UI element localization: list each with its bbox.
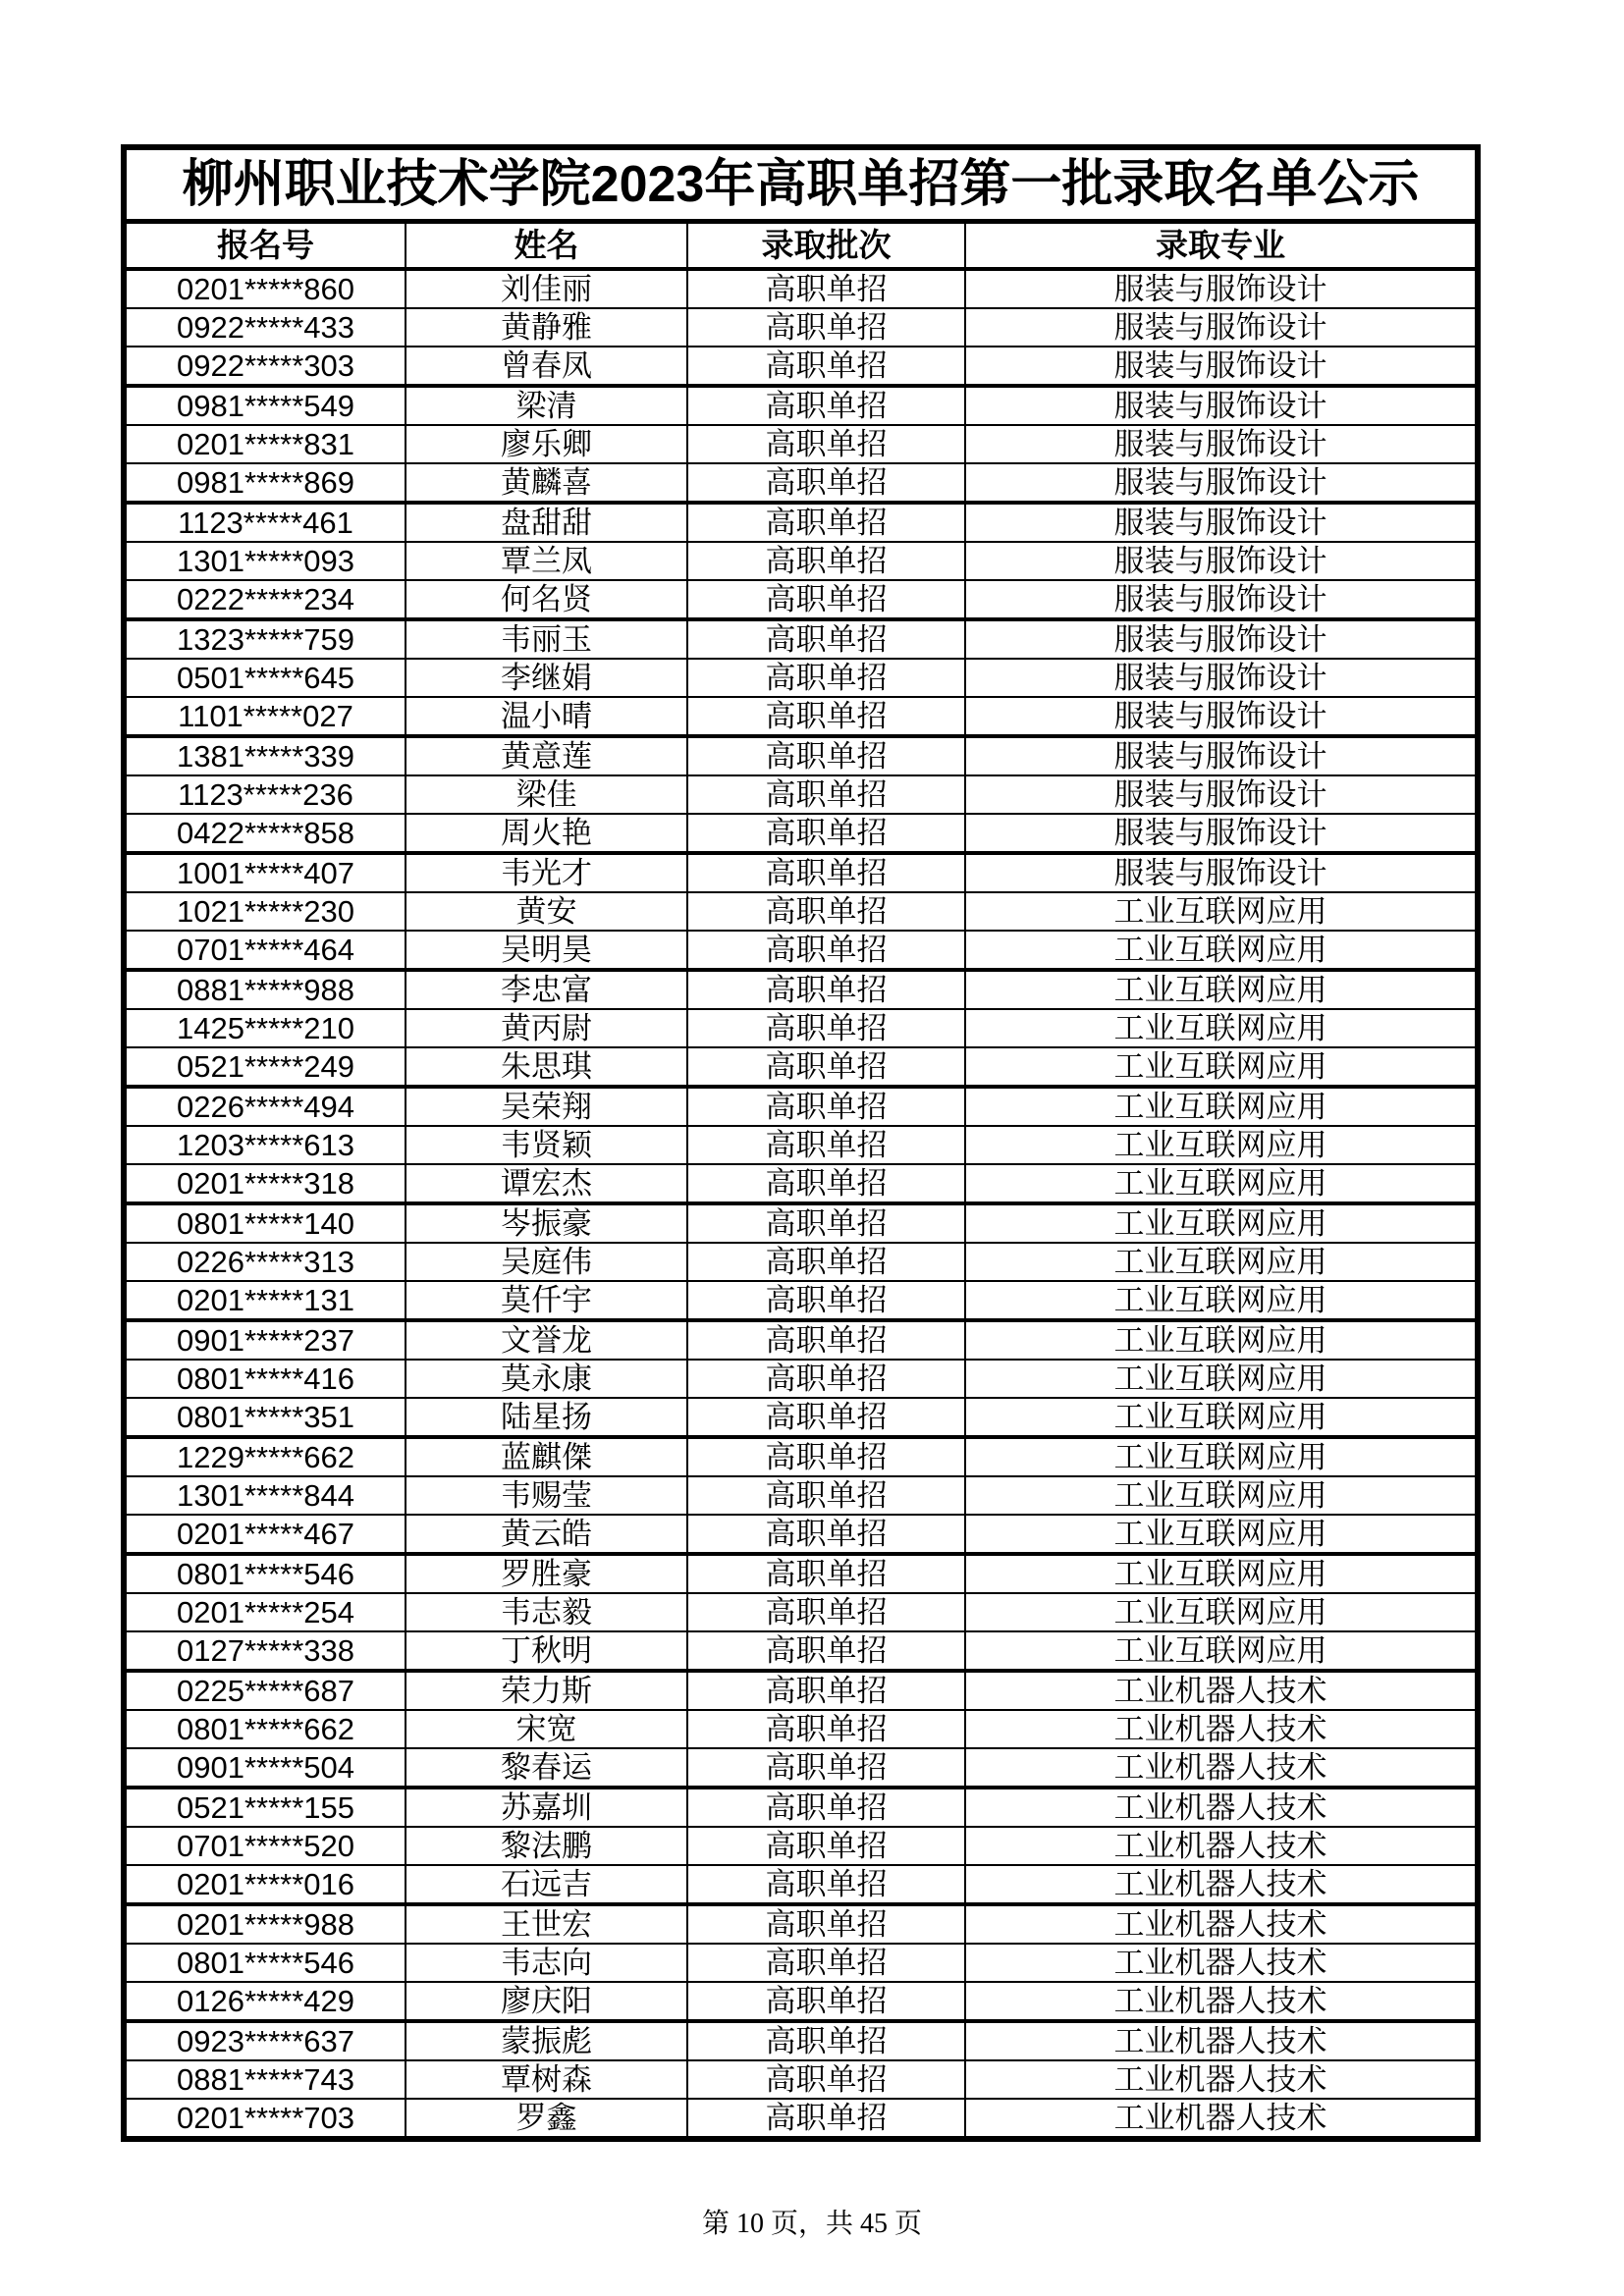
cell-major: 工业互联网应用 <box>965 1087 1478 1126</box>
cell-batch: 高职单招 <box>687 1047 965 1087</box>
cell-batch: 高职单招 <box>687 2099 965 2139</box>
table-row <box>124 853 1478 892</box>
cell-batch: 高职单招 <box>687 1631 965 1671</box>
cell-name: 曾春凤 <box>406 347 687 386</box>
cell-major: 工业机器人技术 <box>965 1710 1478 1748</box>
table-row <box>124 1554 1478 1593</box>
cell-name: 韦志毅 <box>406 1593 687 1631</box>
cell-major: 工业互联网应用 <box>965 1593 1478 1631</box>
cell-reg-no: 0801*****351 <box>124 1398 406 1437</box>
cell-batch: 高职单招 <box>687 1009 965 1047</box>
cell-major: 工业机器人技术 <box>965 1982 1478 2021</box>
cell-batch: 高职单招 <box>687 1710 965 1748</box>
cell-batch: 高职单招 <box>687 931 965 970</box>
table-row <box>124 2099 1478 2139</box>
cell-name: 谭宏杰 <box>406 1164 687 1203</box>
cell-batch: 高职单招 <box>687 542 965 580</box>
cell-major: 服装与服饰设计 <box>965 425 1478 463</box>
cell-batch: 高职单招 <box>687 853 965 892</box>
cell-name: 韦志向 <box>406 1944 687 1982</box>
cell-reg-no: 1123*****236 <box>124 775 406 814</box>
cell-major: 工业互联网应用 <box>965 892 1478 931</box>
cell-reg-no: 0701*****520 <box>124 1827 406 1865</box>
cell-major: 服装与服饰设计 <box>965 736 1478 775</box>
table-row <box>124 1788 1478 1827</box>
table-row <box>124 1671 1478 1710</box>
cell-major: 服装与服饰设计 <box>965 269 1478 308</box>
column-header-name: 姓名 <box>406 222 687 270</box>
table-row <box>124 1281 1478 1320</box>
cell-name: 刘佳丽 <box>406 269 687 308</box>
cell-reg-no: 0521*****155 <box>124 1788 406 1827</box>
table-row <box>124 1087 1478 1126</box>
cell-name: 梁清 <box>406 386 687 425</box>
cell-batch: 高职单招 <box>687 619 965 659</box>
cell-batch: 高职单招 <box>687 1904 965 1944</box>
cell-batch: 高职单招 <box>687 503 965 542</box>
cell-name: 黎法鹏 <box>406 1827 687 1865</box>
table-row <box>124 1710 1478 1748</box>
cell-batch: 高职单招 <box>687 970 965 1009</box>
table-row <box>124 580 1478 619</box>
cell-batch: 高职单招 <box>687 580 965 619</box>
cell-major: 工业机器人技术 <box>965 1904 1478 1944</box>
table-row <box>124 1515 1478 1554</box>
cell-batch: 高职单招 <box>687 425 965 463</box>
cell-name: 温小晴 <box>406 697 687 736</box>
page-number-footer: 第 10 页，共 45 页 <box>701 2209 922 2239</box>
table-row <box>124 931 1478 970</box>
table-row <box>124 619 1478 659</box>
cell-reg-no: 0521*****249 <box>124 1047 406 1087</box>
cell-reg-no: 0922*****303 <box>124 347 406 386</box>
cell-reg-no: 0225*****687 <box>124 1671 406 1710</box>
cell-major: 工业机器人技术 <box>965 1671 1478 1710</box>
table-row <box>124 1164 1478 1203</box>
cell-reg-no: 0201*****016 <box>124 1865 406 1904</box>
cell-batch: 高职单招 <box>687 659 965 697</box>
table-row <box>124 892 1478 931</box>
table-row <box>124 347 1478 386</box>
table-row <box>124 542 1478 580</box>
cell-name: 黄安 <box>406 892 687 931</box>
cell-major: 工业互联网应用 <box>965 1164 1478 1203</box>
cell-reg-no: 0901*****237 <box>124 1320 406 1360</box>
cell-batch: 高职单招 <box>687 736 965 775</box>
cell-major: 工业互联网应用 <box>965 1126 1478 1164</box>
cell-name: 盘甜甜 <box>406 503 687 542</box>
cell-reg-no: 0801*****546 <box>124 1944 406 1982</box>
cell-major: 工业机器人技术 <box>965 2021 1478 2060</box>
cell-major: 工业互联网应用 <box>965 1203 1478 1243</box>
table-row <box>124 775 1478 814</box>
table-row <box>124 425 1478 463</box>
cell-reg-no: 0881*****743 <box>124 2060 406 2099</box>
cell-batch: 高职单招 <box>687 2060 965 2099</box>
cell-major: 工业机器人技术 <box>965 1788 1478 1827</box>
cell-batch: 高职单招 <box>687 1203 965 1243</box>
cell-major: 服装与服饰设计 <box>965 580 1478 619</box>
cell-batch: 高职单招 <box>687 1865 965 1904</box>
cell-reg-no: 0201*****254 <box>124 1593 406 1631</box>
cell-reg-no: 0126*****429 <box>124 1982 406 2021</box>
cell-reg-no: 0422*****858 <box>124 814 406 853</box>
cell-batch: 高职单招 <box>687 1593 965 1631</box>
cell-reg-no: 1123*****461 <box>124 503 406 542</box>
cell-major: 工业互联网应用 <box>965 1437 1478 1476</box>
table-row <box>124 1203 1478 1243</box>
cell-reg-no: 0801*****546 <box>124 1554 406 1593</box>
cell-batch: 高职单招 <box>687 814 965 853</box>
cell-reg-no: 1229*****662 <box>124 1437 406 1476</box>
cell-batch: 高职单招 <box>687 697 965 736</box>
cell-name: 罗胜豪 <box>406 1554 687 1593</box>
cell-reg-no: 0981*****869 <box>124 463 406 503</box>
cell-name: 李继娟 <box>406 659 687 697</box>
cell-name: 周火艳 <box>406 814 687 853</box>
cell-reg-no: 0226*****494 <box>124 1087 406 1126</box>
cell-reg-no: 0501*****645 <box>124 659 406 697</box>
cell-major: 工业互联网应用 <box>965 1360 1478 1398</box>
table-row <box>124 1047 1478 1087</box>
table-row <box>124 736 1478 775</box>
cell-major: 服装与服饰设计 <box>965 619 1478 659</box>
title-row <box>124 147 1478 222</box>
cell-reg-no: 0923*****637 <box>124 2021 406 2060</box>
cell-batch: 高职单招 <box>687 1671 965 1710</box>
cell-name: 莫永康 <box>406 1360 687 1398</box>
table-row <box>124 308 1478 347</box>
table-row <box>124 1904 1478 1944</box>
cell-major: 服装与服饰设计 <box>965 386 1478 425</box>
cell-name: 韦贤颖 <box>406 1126 687 1164</box>
table-row <box>124 1631 1478 1671</box>
cell-major: 工业互联网应用 <box>965 1243 1478 1281</box>
cell-batch: 高职单招 <box>687 1243 965 1281</box>
cell-reg-no: 0901*****504 <box>124 1748 406 1788</box>
cell-reg-no: 1381*****339 <box>124 736 406 775</box>
table-row <box>124 503 1478 542</box>
cell-name: 苏嘉圳 <box>406 1788 687 1827</box>
cell-batch: 高职单招 <box>687 1087 965 1126</box>
cell-reg-no: 0201*****860 <box>124 269 406 308</box>
cell-name: 韦赐莹 <box>406 1476 687 1515</box>
table-row <box>124 269 1478 308</box>
cell-major: 服装与服饰设计 <box>965 308 1478 347</box>
cell-name: 黄静雅 <box>406 308 687 347</box>
cell-reg-no: 1301*****844 <box>124 1476 406 1515</box>
cell-major: 工业互联网应用 <box>965 1320 1478 1360</box>
cell-batch: 高职单招 <box>687 1164 965 1203</box>
table-row <box>124 970 1478 1009</box>
cell-batch: 高职单招 <box>687 308 965 347</box>
cell-batch: 高职单招 <box>687 2021 965 2060</box>
cell-name: 覃兰凤 <box>406 542 687 580</box>
cell-name: 石远吉 <box>406 1865 687 1904</box>
cell-major: 工业互联网应用 <box>965 1398 1478 1437</box>
cell-batch: 高职单招 <box>687 1320 965 1360</box>
cell-name: 宋宽 <box>406 1710 687 1748</box>
cell-name: 蒙振彪 <box>406 2021 687 2060</box>
cell-reg-no: 1203*****613 <box>124 1126 406 1164</box>
table-row <box>124 1476 1478 1515</box>
cell-batch: 高职单招 <box>687 463 965 503</box>
cell-reg-no: 0201*****703 <box>124 2099 406 2139</box>
cell-batch: 高职单招 <box>687 386 965 425</box>
cell-major: 工业互联网应用 <box>965 931 1478 970</box>
cell-reg-no: 0801*****416 <box>124 1360 406 1398</box>
cell-batch: 高职单招 <box>687 1554 965 1593</box>
cell-name: 莫仟宇 <box>406 1281 687 1320</box>
cell-major: 工业互联网应用 <box>965 1009 1478 1047</box>
cell-reg-no: 0226*****313 <box>124 1243 406 1281</box>
table-row <box>124 1593 1478 1631</box>
cell-batch: 高职单招 <box>687 269 965 308</box>
cell-name: 丁秋明 <box>406 1631 687 1671</box>
cell-major: 服装与服饰设计 <box>965 697 1478 736</box>
table-row <box>124 1982 1478 2021</box>
cell-name: 梁佳 <box>406 775 687 814</box>
column-header-reg-no: 报名号 <box>124 222 406 270</box>
cell-major: 工业互联网应用 <box>965 1281 1478 1320</box>
admission-table <box>121 144 1481 2142</box>
cell-batch: 高职单招 <box>687 1748 965 1788</box>
cell-batch: 高职单招 <box>687 1827 965 1865</box>
cell-reg-no: 0201*****318 <box>124 1164 406 1203</box>
cell-major: 工业机器人技术 <box>965 1865 1478 1904</box>
cell-reg-no: 0201*****131 <box>124 1281 406 1320</box>
table-row <box>124 697 1478 736</box>
cell-name: 吴荣翔 <box>406 1087 687 1126</box>
cell-reg-no: 1101*****027 <box>124 697 406 736</box>
cell-name: 荣力斯 <box>406 1671 687 1710</box>
table-header-row <box>124 222 1478 270</box>
cell-major: 工业机器人技术 <box>965 2099 1478 2139</box>
table-row <box>124 1243 1478 1281</box>
column-header-major: 录取专业 <box>965 222 1478 270</box>
table-row <box>124 386 1478 425</box>
table-body <box>124 269 1478 2139</box>
cell-batch: 高职单招 <box>687 1515 965 1554</box>
cell-reg-no: 0881*****988 <box>124 970 406 1009</box>
cell-reg-no: 0201*****988 <box>124 1904 406 1944</box>
cell-major: 服装与服饰设计 <box>965 542 1478 580</box>
cell-batch: 高职单招 <box>687 1126 965 1164</box>
cell-major: 工业互联网应用 <box>965 970 1478 1009</box>
table-row <box>124 1748 1478 1788</box>
table-row <box>124 1865 1478 1904</box>
cell-major: 工业互联网应用 <box>965 1554 1478 1593</box>
table-row <box>124 659 1478 697</box>
cell-major: 工业机器人技术 <box>965 2060 1478 2099</box>
cell-name: 韦光才 <box>406 853 687 892</box>
cell-name: 王世宏 <box>406 1904 687 1944</box>
table-row <box>124 2021 1478 2060</box>
table-row <box>124 1126 1478 1164</box>
cell-name: 廖庆阳 <box>406 1982 687 2021</box>
cell-batch: 高职单招 <box>687 1281 965 1320</box>
table-row <box>124 1437 1478 1476</box>
cell-batch: 高职单招 <box>687 1788 965 1827</box>
cell-reg-no: 0981*****549 <box>124 386 406 425</box>
cell-batch: 高职单招 <box>687 1360 965 1398</box>
cell-reg-no: 0222*****234 <box>124 580 406 619</box>
cell-name: 黄云皓 <box>406 1515 687 1554</box>
cell-name: 陆星扬 <box>406 1398 687 1437</box>
cell-name: 何名贤 <box>406 580 687 619</box>
cell-reg-no: 0922*****433 <box>124 308 406 347</box>
cell-reg-no: 0701*****464 <box>124 931 406 970</box>
cell-batch: 高职单招 <box>687 1476 965 1515</box>
table-row <box>124 1398 1478 1437</box>
cell-reg-no: 1323*****759 <box>124 619 406 659</box>
cell-batch: 高职单招 <box>687 347 965 386</box>
table-row <box>124 1944 1478 1982</box>
cell-reg-no: 0201*****831 <box>124 425 406 463</box>
cell-major: 服装与服饰设计 <box>965 347 1478 386</box>
table-row <box>124 1827 1478 1865</box>
cell-name: 朱思琪 <box>406 1047 687 1087</box>
cell-major: 服装与服饰设计 <box>965 463 1478 503</box>
cell-reg-no: 0127*****338 <box>124 1631 406 1671</box>
cell-name: 韦丽玉 <box>406 619 687 659</box>
table-row <box>124 463 1478 503</box>
cell-reg-no: 1021*****230 <box>124 892 406 931</box>
cell-major: 工业机器人技术 <box>965 1944 1478 1982</box>
cell-name: 黄丙尉 <box>406 1009 687 1047</box>
table-row <box>124 2060 1478 2099</box>
cell-name: 黄意莲 <box>406 736 687 775</box>
cell-major: 工业互联网应用 <box>965 1515 1478 1554</box>
cell-name: 罗鑫 <box>406 2099 687 2139</box>
cell-reg-no: 1301*****093 <box>124 542 406 580</box>
cell-major: 服装与服饰设计 <box>965 659 1478 697</box>
cell-major: 服装与服饰设计 <box>965 503 1478 542</box>
cell-major: 工业互联网应用 <box>965 1047 1478 1087</box>
cell-reg-no: 0801*****662 <box>124 1710 406 1748</box>
cell-major: 工业互联网应用 <box>965 1476 1478 1515</box>
cell-name: 李忠富 <box>406 970 687 1009</box>
cell-name: 黎春运 <box>406 1748 687 1788</box>
table-row <box>124 814 1478 853</box>
table-row <box>124 1320 1478 1360</box>
cell-batch: 高职单招 <box>687 1398 965 1437</box>
cell-major: 工业互联网应用 <box>965 1631 1478 1671</box>
cell-name: 吴庭伟 <box>406 1243 687 1281</box>
column-header-batch: 录取批次 <box>687 222 965 270</box>
cell-name: 覃树森 <box>406 2060 687 2099</box>
cell-major: 服装与服饰设计 <box>965 853 1478 892</box>
cell-batch: 高职单招 <box>687 775 965 814</box>
cell-name: 岑振豪 <box>406 1203 687 1243</box>
cell-batch: 高职单招 <box>687 1982 965 2021</box>
cell-reg-no: 1001*****407 <box>124 853 406 892</box>
cell-batch: 高职单招 <box>687 1944 965 1982</box>
cell-major: 服装与服饰设计 <box>965 814 1478 853</box>
table-row <box>124 1360 1478 1398</box>
cell-name: 黄麟喜 <box>406 463 687 503</box>
cell-batch: 高职单招 <box>687 1437 965 1476</box>
table-row <box>124 1009 1478 1047</box>
cell-reg-no: 0801*****140 <box>124 1203 406 1243</box>
page-title: 柳州职业技术学院2023年高职单招第一批录取名单公示 <box>124 147 1478 222</box>
cell-major: 工业机器人技术 <box>965 1827 1478 1865</box>
cell-name: 蓝麒傑 <box>406 1437 687 1476</box>
cell-reg-no: 0201*****467 <box>124 1515 406 1554</box>
cell-name: 吴明昊 <box>406 931 687 970</box>
cell-batch: 高职单招 <box>687 892 965 931</box>
cell-major: 工业机器人技术 <box>965 1748 1478 1788</box>
cell-reg-no: 1425*****210 <box>124 1009 406 1047</box>
cell-name: 廖乐卿 <box>406 425 687 463</box>
cell-major: 服装与服饰设计 <box>965 775 1478 814</box>
cell-name: 文誉龙 <box>406 1320 687 1360</box>
